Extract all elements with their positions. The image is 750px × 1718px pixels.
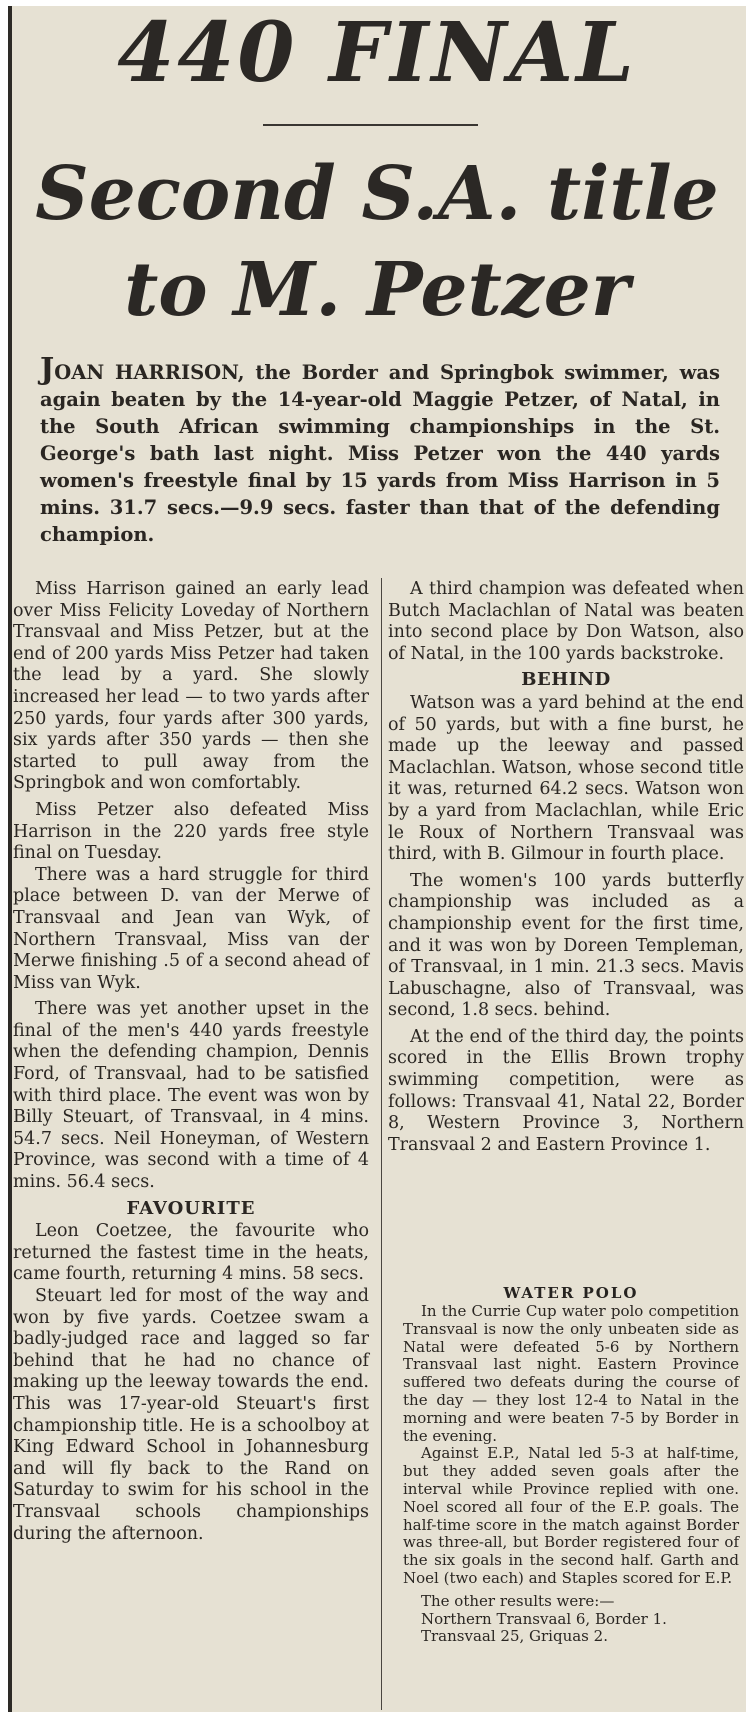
article-paragraph: There was yet another upset in the final of the men's 440 yards freestyle when the defending champion, Dennis Ford, of Transvaal, had to be satisfied with third place. The event was won by Billy Steuart, of Transvaal, in 4 mins. 54.7 secs. Neil Honeyman, of Western Province, was second with a time of 4 mins. 56.4 secs. [13,999,369,1193]
article-paragraph: Miss Petzer also defeated Miss Harrison in the 220 yards free style final on Tuesday. [13,799,369,864]
article-paragraph: The other results were:— [421,1591,615,1610]
article-paragraph: Leon Coetzee, the favourite who returned the fastest time in the heats, came fourth, returning 4 mins. 58 secs. [13,1221,369,1285]
article-paragraph: A third champion was defeated when Butch Maclachlan of Natal was beaten into second place by Don Watson, also of Natal, in the 100 yards backstroke. [388,579,744,664]
article-paragraph: Watson was a yard behind at the end of 50 yards, but with a fine burst, he made up the leeway and passed Maclachlan. Watson, whose second title it was, returned 64.2 secs. Watson won by a yard from Maclachlan, while Eric le Roux of Northern Transvaal was third, with B. Gilmour in fourth place. [388,692,744,865]
headline-divider [263,124,478,126]
results-line: Northern Transvaal 6, Border 1. [421,1609,667,1628]
article-paragraph: Steuart led for most of the way and won by five yards. Coetzee swam a badly-judged race and lagged so far behind that he had no chance of making up the leeway towards the end. This was 17-year-old Steuart's first championship title. He is a schoolboy at King Edward School in Johannesburg and will fly back to the Rand on Saturday to swim for his school in the Transvaal schools championships during the afternoon. [13,1286,369,1544]
kicker-headline: 440 FINAL [117,6,637,101]
article-paragraph: The women's 100 yards butterfly championship was included as a championship event for the first time, and it was won by Doreen Templeman, of Transvaal, in 1 min. 21.3 secs. Mavis Labuschagne, also of Transvaal, was second, 1.8 secs. behind. [388,870,744,1021]
column-divider [381,578,382,1710]
drop-cap: J [40,352,55,387]
article-paragraph: Miss Harrison gained an early lead over Miss Felicity Loveday of Northern Transvaal and Miss Petzer, but at the end of 200 yards Miss Petzer had taken the lead by a yard. She slowly increased her lead — to two yards after 250 yards, four yards after 300 yards, six yards after 350 yards — then she started to pull away from the Springbok and won comfortably. [13,579,369,794]
results-line: Transvaal 25, Griquas 2. [421,1627,608,1646]
water-polo-column [403,1303,739,1646]
subhead-favourite: FAVOURITE [126,1197,256,1219]
newspaper-clipping [8,6,746,1712]
article-column-left [13,579,369,1545]
article-paragraph: At the end of the third day, the points scored in the Ellis Brown trophy swimming competition, were as follows: Transvaal 41, Natal 22, Border 8, Western Province 3, Northern Transvaal 2 and Eastern Province 1. [388,1026,744,1155]
article-paragraph: Against E.P., Natal led 5-3 at half-time, but they added seven goals after the interval while Province replied with one. Noel scored all four of the E.P. goals. The half-time score in the match against Border was three-all, but Border registered four of the six goals in the second half. Garth and Noel (two each) and Staples scored for E.P. [403,1444,739,1587]
article-paragraph: In the Currie Cup water polo competition Transvaal is now the only unbeaten side as Natal were defeated 5-6 by Northern Transvaal last night. Eastern Province suffered two defeats during the course of the day — they lost 12-4 to Natal in the morning and were beaten 7-5 by Border in the evening. [403,1302,739,1445]
subhead-behind: BEHIND [521,669,611,691]
subhead-water-polo: WATER POLO [503,1284,639,1302]
headline-line-1: Second S.A. title [35,151,719,237]
headline-line-2: to M. Petzer [124,247,630,333]
main-headline [8,146,746,338]
article-paragraph: There was a hard struggle for third place between D. van der Merwe of Transvaal and Jean van Wyk, of Northern Transvaal, Miss van der Merwe finishing .5 of a second ahead of Miss van Wyk. [13,864,369,993]
lead-paragraph [40,352,720,548]
lead-text: OAN HARRISON, the Border and Springbok swimmer, was again beaten by the 14-year-old Maggie Petzer, of Natal, in the South African swimming championships in the St. George's bath last night. Miss Petzer won the 440 yards women's freestyle final by 15 yards from Miss Harrison in 5 mins. 31.7 secs.—9.9 secs. faster than that of the defending champion. [40,361,720,546]
article-column-right [388,579,744,1156]
